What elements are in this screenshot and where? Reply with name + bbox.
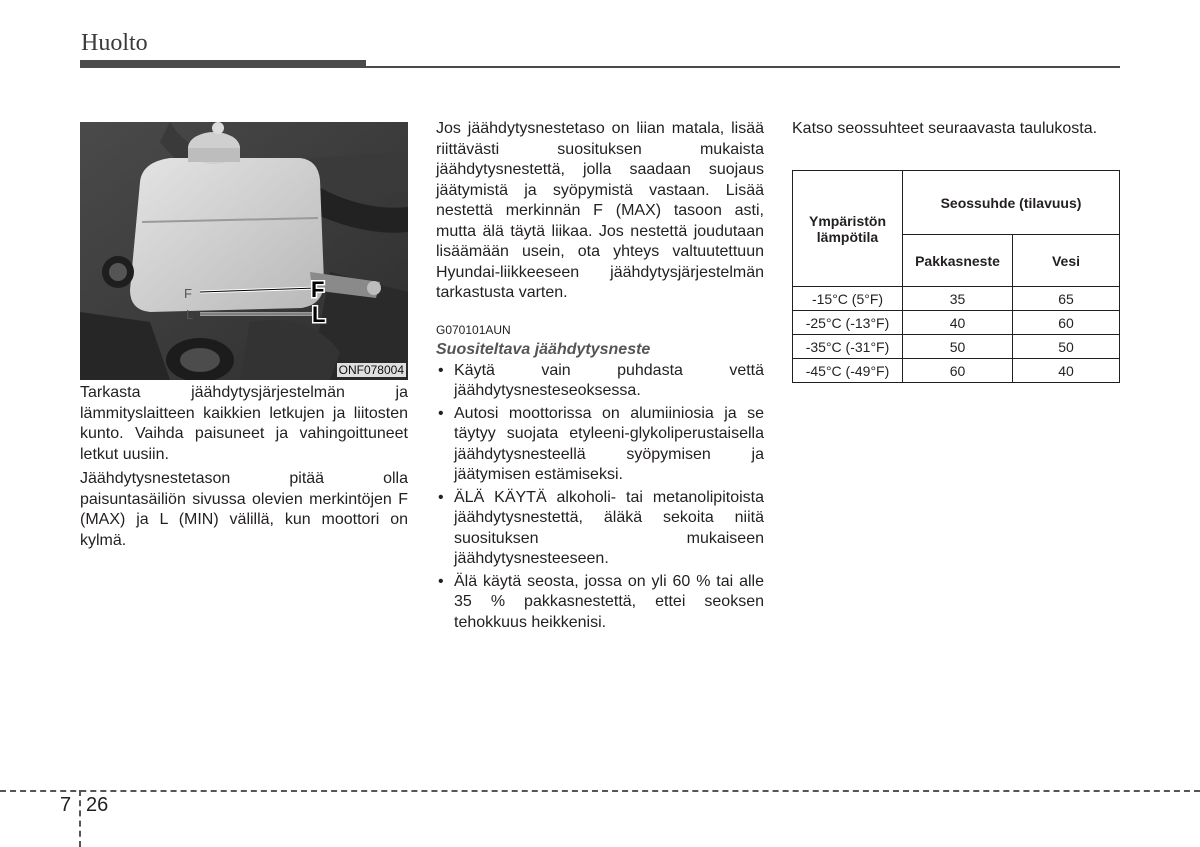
header-rule [80,60,366,68]
tank-mark-f: F [184,286,192,301]
column-right [792,119,1120,140]
page-header-title: Huolto [81,30,148,56]
bullet-mark: • [438,572,444,590]
header-rule-thin [366,66,1120,68]
bullet-mark: • [438,361,444,379]
paragraph-add-coolant: Jos jäähdytysnestetaso on liian matala, lisää riittävästi suosituksen mukaista jäähdytysnestettä, jolla saadaan suojaus jäätymistä ja syöpymistä vastaan. Lisää nestettä merkinnän F (MAX) tasoon asti, mutta älä täytä liikaa. Jos nestettä joudutaan lisäämään usein, ota yhteys valtuutettuun Hyundai-liikkeeseen jäähdytysjärjestelmän tarkastusta varten. [436,120,764,301]
table-row [793,311,1120,335]
paragraph-coolant-level: Jäähdytysnestetason pitää olla paisuntasäiliön sivussa olevien merkintöjen F (MAX) ja L (MIN) välillä, kun moottori on kylmä. [80,470,408,549]
page-number: 26 [86,794,109,816]
table-row [793,359,1120,383]
cell-water: 60 [1013,311,1120,335]
footer-divider [0,790,1200,792]
section-code: G070101AUN [436,322,511,337]
list-item-text: Autosi moottorissa on alumiiniosia ja se täytyy suojata etyleeni-glykoliperustaisella jäähdytysnesteellä syöpymisen ja jäätymisen estämiseksi. [454,404,764,483]
cell-temperature: -25°C (-13°F) [793,311,903,335]
callout-label-f: F [311,277,325,302]
footer-vertical-divider [79,790,81,847]
table-row [793,287,1120,311]
cell-temperature: -35°C (-31°F) [793,335,903,359]
list-item [436,361,764,402]
callout-label-l: L [312,302,326,327]
mixture-ratio-table [792,170,1120,383]
cell-antifreeze: 60 [903,359,1013,383]
section-heading: Suositeltava jäähdytysneste [436,340,651,358]
cell-antifreeze: 50 [903,335,1013,359]
tank-mark-l: L [186,307,194,322]
figure-code: ONF078004 [338,363,404,377]
table-row [793,335,1120,359]
table-intro: Katso seossuhteet seuraavasta taulukosta. [792,120,1098,137]
column-middle [436,119,764,635]
list-item [436,488,764,570]
chapter-number: 7 [60,794,72,816]
header-antifreeze: Pakkasneste [903,235,1013,287]
list-item [436,404,764,486]
list-item-text: Älä käytä seosta, jossa on yli 60 % tai alle 35 % pakkasnestettä, ettei seoksen tehokkuus heikkenisi. [454,572,764,631]
bullet-mark: • [438,404,444,422]
cell-antifreeze: 40 [903,311,1013,335]
paragraph-hose-check: Tarkasta jäähdytysjärjestelmän ja lämmityslaitteen kaikkien letkujen ja liitosten kunto. Vaihda paisuneet ja vahingoittuneet letkut uusiin. [80,384,408,463]
cell-temperature: -15°C (5°F) [793,287,903,311]
cell-water: 50 [1013,335,1120,359]
coolant-reservoir-photo [80,122,408,380]
header-temperature: Ympäristön lämpötila [793,171,903,287]
list-item [436,572,764,634]
list-item-text: Käytä vain puhdasta vettä jäähdytysnesteseoksessa. [454,361,764,399]
cell-temperature: -45°C (-49°F) [793,359,903,383]
column-left [80,383,408,555]
recommendation-list [436,361,764,634]
cell-water: 40 [1013,359,1120,383]
cell-antifreeze: 35 [903,287,1013,311]
header-water: Vesi [1013,235,1120,287]
list-item-text: ÄLÄ KÄYTÄ alkoholi- tai metanolipitoista jäähdytysnestettä, äläkä sekoita niitä suosituksen mukaiseen jäähdytysnesteeseen. [454,488,764,567]
header-mixture-ratio: Seossuhde (tilavuus) [903,171,1120,235]
bullet-mark: • [438,488,444,506]
cell-water: 65 [1013,287,1120,311]
